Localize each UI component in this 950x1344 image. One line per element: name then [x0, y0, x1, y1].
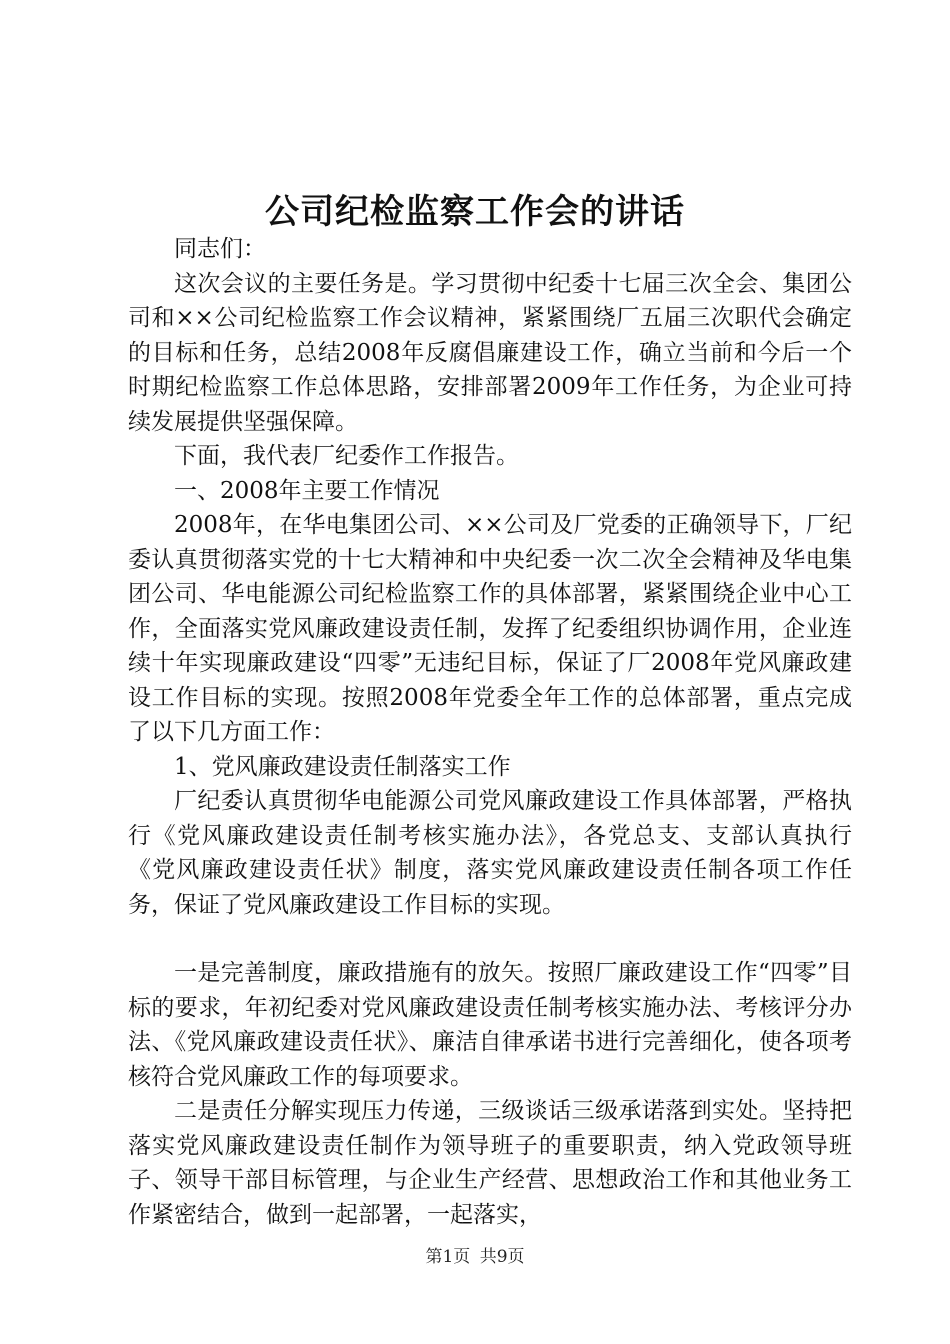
paragraph-responsibility: 厂纪委认真贯彻华电能源公司党风廉政建设工作具体部署，严格执行《党风廉政建设责任制考核实施办法》，各党总支、支部认真执行《党风廉政建设责任状》制度，落实党风廉政建设责任制各项工作任务，保证了党风廉政建设工作目标的实现。 [128, 788, 852, 918]
subsection-heading-1: 1、党风廉政建设责任制落实工作 [174, 753, 511, 780]
paragraph-report-intro: 下面，我代表厂纪委作工作报告。 [174, 443, 519, 469]
document-title: 公司纪检监察工作会的讲话 [265, 192, 685, 232]
document-body [128, 232, 852, 1232]
section-heading-2008: 一、2008年主要工作情况 [174, 477, 440, 504]
page-footer [0, 1242, 950, 1267]
paragraph-meeting-tasks: 这次会议的主要任务是。学习贯彻中纪委十七届三次全会、集团公司和××公司纪检监察工作会议精神，紧紧围绕厂五届三次职代会确定的目标和任务，总结2008年反腐倡廉建设工作，确立当前和今后一个时期纪检监察工作总体思路，安排部署2009年工作任务，为企业可持续发展提供坚强保障。 [128, 270, 852, 435]
page-number: 第1页 [425, 1247, 471, 1267]
paragraph-point-one: 一是完善制度，廉政措施有的放矢。按照厂廉政建设工作“四零”目标的要求，年初纪委对党风廉政建设责任制考核实施办法、考核评分办法、《党风廉政建设责任状》、廉洁自律承诺书进行完善细化，使各项考核符合党风廉政工作的每项要求。 [128, 960, 852, 1090]
salutation: 同志们： [174, 236, 266, 262]
paragraph-2008-summary: 2008年，在华电集团公司、××公司及厂党委的正确领导下，厂纪委认真贯彻落实党的十七大精神和中央纪委一次二次全会精神及华电集团公司、华电能源公司纪检监察工作的具体部署，紧紧围绕企业中心工作，全面落实党风廉政建设责任制，发挥了纪委组织协调作用，企业连续十年实现廉政建设“四零”无违纪目标，保证了厂2008年党风廉政建设工作目标的实现。按照2008年党委全年工作的总体部署，重点完成了以下几方面工作： [128, 512, 852, 745]
page-total: 共9页 [479, 1247, 525, 1267]
paragraph-point-two: 二是责任分解实现压力传递，三级谈话三级承诺落到实处。坚持把落实党风廉政建设责任制作为领导班子的重要职责，纳入党政领导班子、领导干部目标管理，与企业生产经营、思想政治工作和其他业务工作紧密结合，做到一起部署，一起落实， [128, 1098, 852, 1228]
